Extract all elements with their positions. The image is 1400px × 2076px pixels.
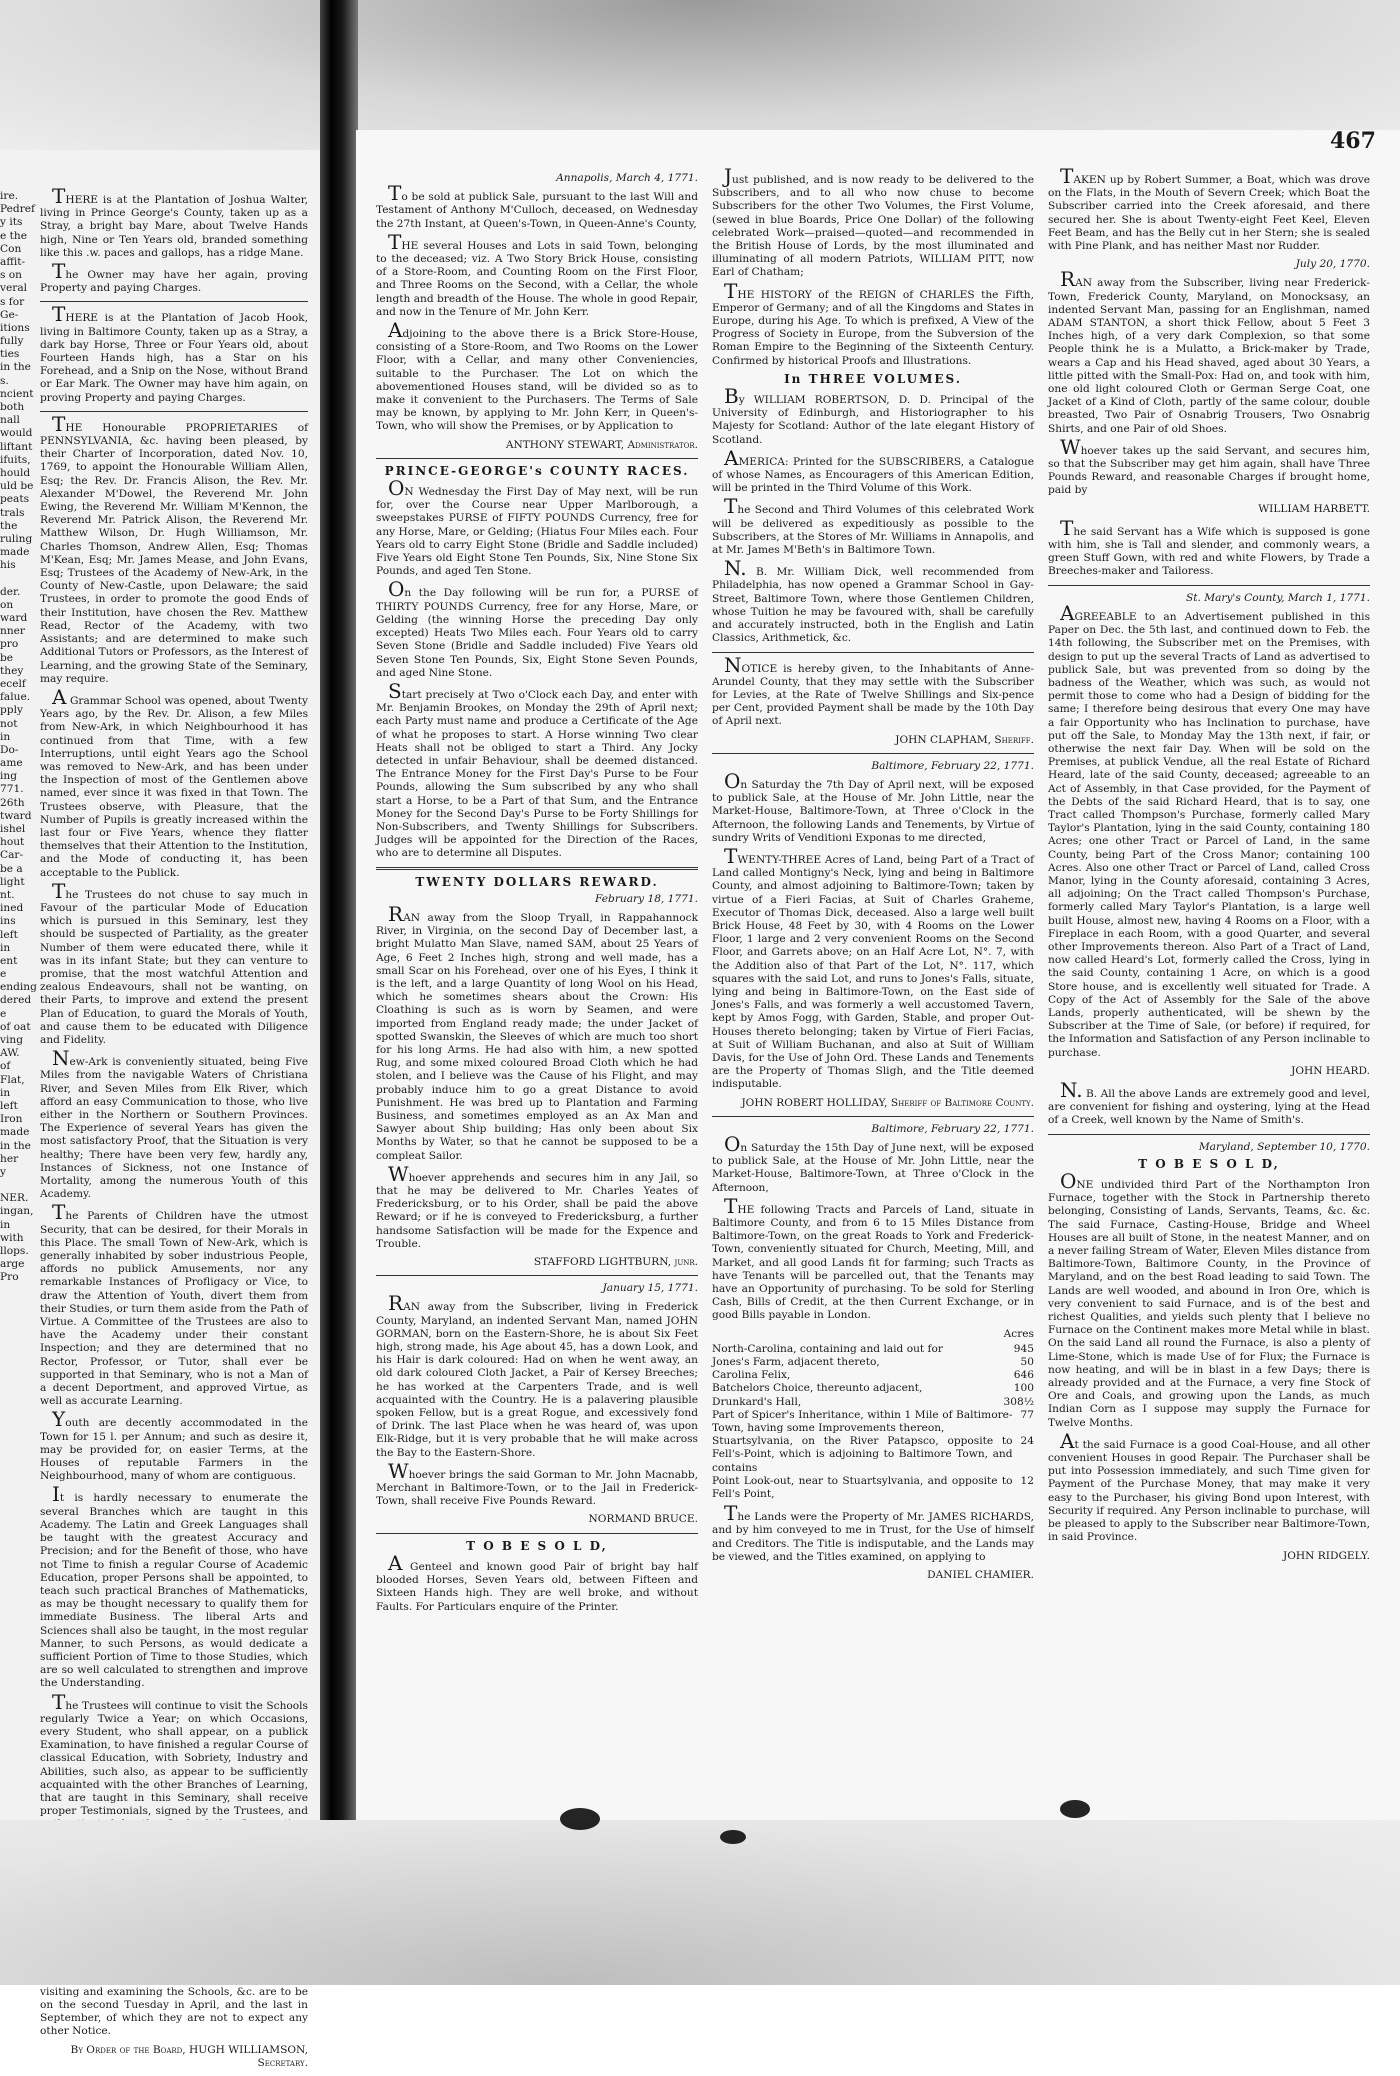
article-paragraph: AMERICA: Printed for the SUBSCRIBERS, a Catalogue of whose Names, as Encouragers of this American Edition, will be printed in the Third Volume of this Work. — [712, 445, 1034, 495]
dateline: February 18, 1771. — [595, 892, 698, 905]
edge-fragment: Car- — [0, 849, 24, 862]
article-signature: WILLIAM HARBETT. — [1258, 502, 1370, 515]
dateline: St. Mary's County, March 1, 1771. — [1185, 591, 1370, 604]
article-paragraph: A Genteel and known good Pair of bright bay half blooded Horses, Seven Years old, between Fifteen and Sixteen Hands high. They are well broke, and without Faults. For Particulars enquire of the Printer. — [376, 1550, 698, 1613]
edge-fragment: would — [0, 427, 33, 440]
edge-fragment: nt. — [0, 888, 15, 901]
edge-fragment: trals — [0, 506, 25, 519]
edge-fragment: ward — [0, 612, 28, 624]
edge-fragment: y its — [0, 216, 23, 229]
stray-mare-notice — [40, 184, 308, 295]
tract-acres: 24 — [1020, 1435, 1034, 1448]
divider — [712, 753, 1034, 754]
tract-acres: 945 — [1013, 1342, 1034, 1355]
article-heading: In THREE VOLUMES. — [784, 371, 962, 386]
edge-fragment: Flat, — [0, 1073, 25, 1086]
edge-fragment: on — [0, 598, 14, 611]
edge-fragment — [0, 1179, 34, 1192]
column-1 — [376, 170, 698, 1619]
article-note: The said Servant has a Wife which is supposed is gone with him, she is Tall and slender, and commonly wears, a green Stuff Gown, with red and white Flowers, by Trade a Breeches-maker and Tailoress. — [1048, 515, 1370, 578]
edge-fragment: ecelf — [0, 677, 26, 690]
left-page-column — [40, 184, 308, 2076]
tract-name: Part of Spicer's Inheritance, within 1 Mile of Baltimore-Town, having some Improvements thereon, — [712, 1408, 1013, 1435]
article-heading: PRINCE-GEORGE's COUNTY RACES. — [384, 463, 690, 478]
edge-fragment: s for — [0, 295, 25, 308]
edge-fragment: pply — [0, 704, 23, 717]
edge-fragment: ingan, — [0, 1205, 34, 1218]
edge-fragment: of — [0, 1060, 11, 1073]
left-page — [0, 150, 322, 2069]
tract-name: Stuartsylvania, on the River Patapsco, opposite to Fell's-Point, which is adjoining to Baltimore Town, and contains — [712, 1435, 1013, 1474]
article-paragraph: N. B. Mr. William Dick, well recommended from Philadelphia, has now opened a Grammar School in Gay-Street, Baltimore Town, where those Gentlemen Children, whose Tuition he may be favoured with, shall be carefully and accurately instructed, both in the English and Latin Classics, Arithmetick, &c. — [712, 556, 1034, 645]
tract-name: Point Look-out, near to Stuartsylvania, and opposite to Fell's Point, — [712, 1474, 1013, 1501]
edge-fragment: arge — [0, 1258, 25, 1271]
article-note: N. B. All the above Lands are extremely good and level, are convenient for fishing and oystering, lying at the Head of a Creek, well known by the Name of Smith's. — [1048, 1078, 1370, 1127]
edge-fragment: left — [0, 1099, 18, 1112]
tract-acres: 646 — [1013, 1369, 1034, 1382]
ink-blot — [1060, 1800, 1090, 1818]
edge-fragment: ins — [0, 915, 16, 928]
edge-fragment: his — [0, 559, 16, 572]
article-paragraph: Youth are decently accommodated in the Town for 15 l. per Annum; and such as desire it, may be provided for, on easier Terms, at the Houses of reputable Farmers in the Neighbourhood, many of whom are contiguous. — [40, 1407, 308, 1483]
article-paragraph: It is hardly necessary to enumerate the several Branches which are taught in this Academy. The Latin and Greek Languages shall be taught with the greatest Accuracy and Precision; and for the Benefit of those, who have not Time to finish a regular Course of Academic Education, proper Persons shall be appointed, to teach such practical Branches of Mathematicks, as may be thought necessary to qualify them for immediate Business. The liberal Arts and Sciences shall also be taught, in the most regular Manner, to such Persons, as would dedicate a sufficient Portion of Time to those Studies, which are so well calculated to strengthen and improve the Understanding. — [40, 1482, 308, 1690]
article-paragraph: RAN away from the Subscriber, living in Frederick County, Maryland, an indented Servant Man, named JOHN GORMAN, born on the Eastern-Shore, he is about Six Feet high, strong made, his Age about 45, has a down Look, and his Hair is dark coloured: Had on when he went away, an old dark coloured Cloth Jacket, a Pair of Kersey Breeches; he has worked at the Carpenters Trade, and is well acquainted with the Country. He is a palavering plausible spoken Fellow, but is a great Rogue, and excessively fond of Drink. The last Place when he was heard of, was upon Elk-Ridge, but it is very probable that he will make across the Bay to the Eastern-Shore. — [376, 1291, 698, 1459]
edge-fragment: y — [0, 1165, 6, 1178]
dateline: Annapolis, March 4, 1771. — [556, 172, 698, 184]
edge-fragment: made — [0, 1126, 30, 1139]
edge-fragment: hould — [0, 466, 31, 479]
tract-name: Jones's Farm, adjacent thereto, — [712, 1356, 880, 1369]
edge-fragment: ruling — [0, 532, 33, 545]
left-edge-fragments — [0, 190, 37, 1285]
tract-acres: 77 — [1020, 1408, 1034, 1421]
edge-fragment: left — [0, 928, 18, 941]
tract-acres: 100 — [1013, 1382, 1034, 1395]
edge-fragment: be a — [0, 862, 23, 875]
edge-fragment: ending — [0, 981, 37, 994]
article-heading: TWENTY DOLLARS REWARD. — [415, 874, 659, 889]
edge-fragment: hout — [0, 836, 25, 849]
divider — [40, 301, 308, 302]
tract-name: Batchelors Choice, thereunto adjacent, — [712, 1382, 923, 1395]
edge-fragment: in — [0, 1086, 11, 1099]
article-paragraph: On the Day following will be run for, a PURSE of THIRTY POUNDS Currency, free for any Horse, Mare, or Gelding (the winning Horse the preceding Day only excepted) Heats Two Miles each. Four Years old to carry Seven Stone (Bridle and Saddle included) Five Years old Seven Stone Ten Pounds, Six, Eight Stone Seven Pounds, and aged Nine Stone. — [376, 577, 698, 679]
edge-fragment: llops. — [0, 1245, 29, 1257]
article-paragraph: A Grammar School was opened, about Twenty Years ago, by the Rev. Dr. Alison, a few Miles from New-Ark, in which Neighbourhood it has continued from that Time, with a few Interruptions, until eight Years ago the School was removed to New-Ark, and has been under the Inspection of most of the Gentlemen above named, ever since it was fixed in that Town. The Trustees observe, with Pleasure, that the Number of Pupils is greatly increased within the last four or Five Years, whence they flatter themselves that their Attention to the Institution, and the Mode of conducting it, has been acceptable to the Publick. — [40, 684, 308, 879]
divider — [40, 411, 308, 412]
divider — [1048, 585, 1370, 586]
edge-fragment: 771. — [0, 783, 24, 796]
edge-fragment: ire. — [0, 190, 19, 202]
article-paragraph: Just published, and is now ready to be delivered to the Subscribers, and to all who now chuse to become Subscribers for the other Two Volumes, the First Volume, (sewed in blue Boards, Price One Dollar) of the following celebrated Work—praised—quoted—and recommended in the British House of Lords, by the most illuminated and illuminating of all modern Patriots, WILLIAM PITT, now Earl of Chatham; — [712, 164, 1034, 279]
edge-fragment: not — [0, 717, 18, 730]
article-paragraph: THERE is at the Plantation of Joshua Walter, living in Prince George's County, taken up as a Stray, a bright bay Mare, about Twelve Hands high, Nine or Ten Years old, branded something like this .w. paces and gallops, has a ridge Mane. — [40, 184, 308, 259]
article-paragraph: THERE is at the Plantation of Jacob Hook, living in Baltimore County, taken up as a Stray, a dark bay Horse, Three or Four Years old, about Fourteen Hands high, has a Star on his Forehead, and a Snip on the Nose, without Brand or Ear Mark. The Owner may have him again, on proving Property and paying Charges. — [40, 302, 308, 404]
article-paragraph: Whoever takes up the said Servant, and secures him, so that the Subscriber may get him again, shall have Three Pounds Reward, and reasonable Charges if brought home, paid by — [1048, 434, 1370, 497]
edge-fragment: affit- — [0, 255, 26, 268]
divider — [376, 1533, 698, 1534]
edge-fragment: ent — [0, 954, 18, 967]
tract-acres: 50 — [1020, 1356, 1034, 1369]
dateline: Baltimore, February 22, 1771. — [871, 759, 1034, 772]
edge-fragment: Do- — [0, 743, 19, 756]
tract-acres: 308½ — [1003, 1395, 1034, 1408]
edge-fragment: in — [0, 941, 11, 954]
tract-acres: 12 — [1020, 1474, 1034, 1487]
edge-fragment: ncient — [0, 387, 34, 400]
edge-fragment: Iron — [0, 1113, 23, 1126]
edge-fragment: be — [0, 651, 14, 664]
edge-fragment: dered — [0, 994, 32, 1007]
article-heading: T O B E S O L D, — [1138, 1156, 1280, 1171]
edge-fragment: e the — [0, 229, 27, 242]
edge-fragment: made — [0, 546, 30, 559]
edge-fragment: itions — [0, 321, 30, 334]
article-paragraph: The Lands were the Property of Mr. JAMES RICHARDS, and by him conveyed to me in Trust, for the Use of himself and Creditors. The Title is indisputable, and the Lands may be viewed, and the Titles examined, on applying to — [712, 1501, 1034, 1563]
edge-fragment: e — [0, 968, 7, 981]
article-signature: NORMAND BRUCE. — [588, 1513, 698, 1526]
dateline: Maryland, September 10, 1770. — [1198, 1140, 1370, 1153]
article-paragraph: TWENTY-THREE Acres of Land, being Part of a Tract of Land called Montigny's Neck, lying and being in Baltimore County, and almost adjoining to Baltimore-Town; taken by virtue of a Fieri Facias, at Suit of Charles Graheme, Executor of Thomas Dick, deceased. Also a large well built Brick House, 48 Feet by 30, with 4 Rooms on the Lower Floor, 1 large and 2 very convenient Rooms on the Second Floor, and Garrets above; on an Half Acre Lot, N°. 7, with the Addition also of that Part of the Lot, N°. 117, which squares with the said Lot, and runs to Jones's Falls, situate, lying and being in Baltimore-Town, on the East side of Jones's Falls, and was formerly a well accustomed Tavern, kept by Amos Fogg, with Garden, Stable, and proper Out-Houses thereto belonging; taken by Virtue of Fieri Facias, at Suit of William Buchanan, and also at Suit of William Davis, for the Use of John Ord. These Lands and Tenements are the Property of Thomas Sligh, and the Title deemed indisputable. — [712, 843, 1034, 1091]
article-paragraph: The Parents of Children have the utmost Security, that can be desired, for their Morals in this Place. The small Town of New-Ark, which is generally inhabited by sober industrious People, affords no publick Amusements, nor any remarkable Instances of Profligacy or Vice, to draw the Attention of Youth, divert them from their Studies, or turn them aside from the Path of Virtue. A Committee of the Trustees are also to have the Academy under their constant Inspection; and they are determined that no Rector, Professor, or Tutor, shall ever be supported in that Seminary, who is not a Man of a decent Deportment, and approved Virtue, as well as accurate Learning. — [40, 1200, 308, 1408]
tract-list — [712, 1343, 1034, 1501]
article-paragraph: THE Honourable PROPRIETARIES of PENNSYLVANIA, &c. having been pleased, by their Charter of Incorporation, dated Nov. 10, 1769, to appoint the Honourable William Allen, Esq; the Rev. Dr. Francis Alison, the Rev. Mr. Alexander M'Dowel, the Reverend Mr. John Ewing, the Reverend Mr. William M'Kennon, the Reverend Mr. Patrick Alison, the Reverend Mr. Matthew Wilson, Dr. Hugh Williamson, Mr. Charles Thomson, Andrew Allen, Esq; Thomas M'Kean, Esq; Mr. James Mease, and John Evans, Esq; Trustees of the Academy of New-Ark, in the County of New-Castle, upon Delaware; the said Trustees, in order to promote the good Ends of their Institution, have chosen the Rev. Matthew Read, Rector of the Academy, with two Assistants; and are determined to make such Additional Tutors or Professors, as the Interest of Learning, and the growing State of the Seminary, may require. — [40, 411, 308, 685]
edge-fragment: they — [0, 664, 24, 677]
tract-row — [712, 1382, 1034, 1395]
edge-fragment: Ge- — [0, 308, 19, 321]
article-paragraph: AGREEABLE to an Advertisement published in this Paper on Dec. the 5th last, and continued down to Feb. the 14th following, the Subscriber met on the Premises, with design to put up the several Tracts of Land as advertised to publick Sale, but was prevented from so doing by the badness of the Weather, which was such, as would not permit those to come who had a Design of bidding for the same; I therefore being desirous that every One may have a fair Opportunity who has Inclination to purchase, have put off the Sale, to Monday May the 13th next, if fair, or otherwise the next fair Day. When will be sold on the Premises, at publick Vendue, all the real Estate of Richard Heard, late of the said County, deceased; agreeable to an Act of Assembly, in that Case provided, for the Payment of the Debts of the said Richard Heard, that is to say, one Tract called Thompson's Purchase, formerly called Mary Taylor's Plantation, lying in the said County, containing 180 Acres; one other Tract or Parcel of Land, in the same County, being Part of the Cross Manor; containing 100 Acres. Also one other Tract or Parcel of Land, called Cross Manor, lying in the County aforesaid, containing 3 Acres, all adjoining; On the Tract called Thompson's Purchase, formerly called Mary Taylor's Plantation, is a large well built House, almost new, having 4 Rooms on a Floor, with a Fireplace in each Room, with a good Quarter, and several other Improvements thereon. Also Part of a Tract of Land, now called Heard's Lot, formerly called the Cross, lying in the said County, containing 1 Acre, on which is a good Store house, and is excellently well situated for Trade. A Copy of the Act of Assembly for the Sale of the above Lands, properly authenticated, will be shewn by the Subscriber at the Time of Sale, (or before) if required, for the Information and Satisfaction of any Person inclinable to purchase. — [1048, 600, 1370, 1059]
edge-fragment: with — [0, 1231, 24, 1244]
edge-fragment: s on — [0, 269, 23, 282]
column-2 — [712, 164, 1034, 1588]
article-paragraph: ONE undivided third Part of the Northampton Iron Furnace, together with the Stock in Partnership thereto belonging, Consisting of Lands, Servants, Teams, &c. &c. The said Furnace, Casting-House, Bridge and Wheel Houses are all built of Stone, in the neatest Manner, and on a never failing Stream of Water, Eleven Miles distance from Baltimore-Town, Baltimore County, in the Province of Maryland, and on the best Road leading to said Town. The Lands are well wooded, and abound in Iron Ore, which is very convenient to said Furnace, and is of the best and richest Qualities, and yields such plenty that I believe no Furnace on the Continent makes more Metal while in blast. On the said Land all round the Furnace, is also a plenty of Lime-Stone, which is made Use of for Flux; the Furnace is now heating, and will be in blast in a few Days; there is already provided and at the Furnace, a very fine Stock of Ore and Coals, and growing upon the Lands, as much Indian Corn as I suppose may supply the Furnace for Twelve Months. — [1048, 1169, 1370, 1429]
divider — [376, 867, 698, 870]
edge-fragment: AW. — [0, 1047, 20, 1060]
tract-name: Carolina Felix, — [712, 1369, 791, 1382]
tract-name: North-Carolina, containing and laid out for — [712, 1342, 943, 1355]
article-signature: STAFFORD LIGHTBURN, junr. — [533, 1256, 698, 1269]
edge-fragment: tward — [0, 809, 32, 822]
bottom-scan-shadow — [0, 1820, 1400, 1985]
edge-fragment: liftant — [0, 440, 33, 453]
article-paragraph: RAN away from the Subscriber, living near Frederick-Town, Frederick County, Maryland, on Monocksasy, an indented Servant Man, passing for an Englishman, named ADAM STANTON, a short thick Fellow, about 5 Feet 3 Inches high, of a very dark Complexion, so that some People think he is a Mulatto, a Brick-maker by Trade, wears a Cap and his Head shaved, aged about 30 Years, a little pitted with the Small-Pox: Had on, and took with him, one old light coloured Cloth or German Serge Coat, one Jacket of a Kind of Cloth, partly of the same colour, double breasted, Two Pair of Osnabrig Trousers, Two Osnabrig Shirts, and one Pair of old Shoes. — [1048, 267, 1370, 435]
edge-fragment: in — [0, 730, 11, 743]
edge-fragment: ishel — [0, 823, 26, 835]
edge-fragment: light — [0, 875, 25, 888]
tract-row — [712, 1396, 1034, 1409]
edge-fragment: both — [0, 401, 25, 413]
edge-fragment: NER. — [0, 1192, 29, 1205]
article-paragraph: The Owner may have her again, proving Property and paying Charges. — [40, 259, 308, 295]
article-signature: JOHN RIDGELY. — [1282, 1549, 1370, 1562]
article-paragraph: The Trustees do not chuse to say much in Favour of the particular Mode of Education which is pursued in this Seminary, lest they should be suspected of Partiality, as the greater Number of them were educated there, while it was in its infant State; but they can venture to promise, that the most watchful Attention and zealous Endeavours, shall not be wanting, on their Parts, to improve and extend the present Plan of Education, to guard the Morals of Youth, and cause them to be educated with Diligence and Fidelity. — [40, 878, 308, 1046]
edge-fragment: e — [0, 1007, 7, 1020]
article-signature: DANIEL CHAMIER. — [927, 1569, 1034, 1582]
acres-label: Acres — [1003, 1327, 1034, 1340]
article-paragraph: The Trustees will continue to visit the Schools regularly Twice a Year; on which Occasions, every Student, who shall appear, on a publick Examination, to have finished a regular Course of classical Education, with Sobriety, Industry and Abilities, such also, as appear to be sufficiently acquainted with the other Branches of Learning, that are taught in this Seminary, shall receive proper Testimonials, signed by the Trustees, and — [40, 1689, 308, 1818]
tract-row — [712, 1369, 1034, 1382]
article-heading: T O B E S O L D, — [466, 1538, 608, 1553]
article-paragraph: Whoever brings the said Gorman to Mr. John Macnabb, Merchant in Baltimore-Town, or to the Jail in Frederick-Town, shall receive Five Pounds Reward. — [376, 1458, 698, 1508]
tract-row — [712, 1356, 1034, 1369]
right-page — [356, 130, 1400, 1820]
column-3 — [1048, 164, 1370, 1569]
tract-row — [712, 1343, 1034, 1356]
edge-fragment: ing — [0, 770, 17, 783]
edge-fragment: pro — [0, 638, 19, 651]
article-signature: ANTHONY STEWART, Administrator. — [505, 438, 698, 451]
tract-row — [712, 1435, 1034, 1475]
article-paragraph: On Saturday the 15th Day of June next, will be exposed to publick Sale, at the House of Mr. John Little, near the Market-House, Baltimore-Town, at Three o'Clock in the Afternoon, — [712, 1132, 1034, 1194]
dateline: Baltimore, February 22, 1771. — [871, 1122, 1034, 1135]
edge-fragment: der. — [0, 585, 21, 598]
edge-fragment: falue. — [0, 691, 31, 704]
edge-fragment: Pedref — [0, 203, 35, 216]
divider — [712, 652, 1034, 653]
article-paragraph: visiting and examining the Schools, &c. are to be on the second Tuesday in April, and the last in September, of which they are not to expect any other Notice. — [40, 1985, 308, 2038]
divider — [1048, 1134, 1370, 1135]
article-paragraph: THE following Tracts and Parcels of Land, situate in Baltimore County, and from 6 to 15 Miles Distance from Baltimore-Town, on the great Roads to York and Frederick-Town, conveniently situated for Church, Meeting, Mill, and Market, and all good Lands fit for farming; such Tracts as have Tenants will be parcelled out, that the Tenants may have an Opportunity of purchasing. To be sold for Sterling Cash, Bills of Credit, at the then Current Exchange, or in good Bills payable in London. — [712, 1193, 1034, 1322]
edge-fragment: uld be — [0, 480, 34, 493]
article-paragraph: New-Ark is conveniently situated, being Five Miles from the navigable Waters of Christiana River, and Seven Miles from Elk River, which afford an easy Communication to those, who live either in the Northern or Southern Provinces. The Experience of several Years has given the most satisfactory Proof, that the Situation is very healthy; There have been very few, hardly any, Instances of Sickness, not one Instance of Mortality, among the numerous Youth of this Academy. — [40, 1046, 308, 1201]
article-paragraph: Whoever apprehends and secures him in any Jail, so that he may be delivered to Mr. Charles Yeates of Fredericksburg, or to his Order, shall be paid the above Reward; or if he is conveyed to Fredericksburg, a further handsome Satisfaction will be made for the Expence and Trouble. — [376, 1161, 698, 1250]
article-paragraph: NOTICE is hereby given, to the Inhabitants of Anne-Arundel County, that they may settle with the Subscriber for Levies, at the Rate of Twelve Shillings and Six-pence per Cent, provided Payment shall be made by the 10th Day of April next. — [712, 652, 1034, 728]
edge-fragment: of oat — [0, 1020, 31, 1033]
edge-fragment: s. — [0, 374, 9, 387]
stray-horse-notice — [40, 302, 308, 404]
article-paragraph: Start precisely at Two o'Clock each Day, and enter with Mr. Benjamin Brookes, on Monday the 29th of April next; each Party must name and produce a Certificate of the Age of what he proposes to start. A Horse winning Two clear Heats shall not be obliged to start a Third. Any Jocky detected in unfair Behaviour, shall be deemed distanced. The Entrance Money for the First Day's Purse to be Four Pounds, allowing the Sum subscribed by any who shall start a Horse, to be a Part of that Sum, and the Entrance Money for the Second Day's Purse to be Forty Shillings for Non-Subscribers, and Twenty Shillings for Subscribers. Judges will be appointed for the Direction of the Races, who are to determine all Disputes. — [376, 678, 698, 860]
article-paragraph: RAN away from the Sloop Tryall, in Rappahannock River, in Virginia, on the second Day of December last, a bright Mulatto Man Slave, named SAM, about 25 Years of Age, 6 Feet 2 Inches high, strong and well made, has a small Scar on his Forehead, over one of his Eyes, I think it is the left, and a large Quantity of long Wool on his Head, which he sometimes shears about the Crown: His Cloathing is such as is worn by Seamen, and were imported from England ready made; the under Jacket of spotted Swanskin, the Sleeves of which are much too short for his long Arms. He had also with him, a new spotted Rug, and some mixed coloured Broad Cloth which he had stolen, and I believe was the Cause of his Flight, and may probably induce him to go a great Distance to avoid Punishment. He was bred up to Plantation and Farming Business, and sometimes employed as an Ax Man and Sawyer about Ship building; Has only been about Six Months by Water, so that he cannot be supposed to be a compleat Sailor. — [376, 901, 698, 1162]
edge-fragment: Con — [0, 242, 22, 255]
dateline: July 20, 1770. — [1295, 258, 1370, 271]
article-signature: JOHN CLAPHAM, Sheriff. — [895, 733, 1034, 746]
article-paragraph: ON Wednesday the First Day of May next, will be run for, over the Course near Upper Marlborough, a sweepstakes PURSE of FIFTY POUNDS Currency, free for any Horse, Mare, or Gelding; (Hiatus Four Miles each. Four Years old to carry Eight Stone (Bridle and Saddle included) Five Years old Eight Stone Ten Pounds, Six, Nine Stone Six Pounds, and aged Ten Stone. — [376, 476, 698, 578]
edge-fragment: ties — [0, 348, 20, 361]
divider — [376, 1275, 698, 1276]
ink-blot — [720, 1830, 746, 1844]
ink-blot — [560, 1808, 600, 1830]
edge-fragment: in the — [0, 361, 31, 374]
tract-name: Drunkard's Hall, — [712, 1395, 802, 1408]
article-signature: JOHN HEARD. — [1291, 1064, 1370, 1077]
edge-fragment: veral — [0, 282, 28, 295]
article-paragraph: On Saturday the 7th Day of April next, will be exposed to publick Sale, at the House of Mr. John Little, near the Market-House, Baltimore-Town, at Three o'Clock in the Afternoon, the following Lands and Tenements, by Virtue of sundry Writs of Venditioni Exponas to me directed, — [712, 768, 1034, 844]
article-paragraph: THE HISTORY of the REIGN of CHARLES the Fifth, Emperor of Germany; and of all the Kingdoms and States in Europe, during his Age. To which is prefixed, A View of the Progress of Society in Europe, from the Subversion of the Roman Empire to the Beginning of the Sixteenth Century. Confirmed by historical Proofs and Illustrations. — [712, 278, 1034, 367]
article-paragraph: To be sold at publick Sale, pursuant to the last Will and Testament of Anthony M'Culloch, deceased, on Wednesday the 27th Instant, at Queen's-Town, in Queen-Anne's County, — [376, 181, 698, 230]
edge-fragment: Pro — [0, 1271, 19, 1284]
article-signature: By Order of the Board, HUGH WILLIAMSON, Secretary. — [70, 2043, 308, 2069]
top-scan-shadow — [0, 0, 1400, 150]
edge-fragment — [0, 572, 34, 585]
edge-fragment: nner — [0, 625, 25, 638]
article-paragraph: By WILLIAM ROBERTSON, D. D. Principal of the University of Edinburgh, and Historiographer to his Majesty for Scotland: Author of the late elegant History of Scotland. — [712, 384, 1034, 446]
edge-fragment: her — [0, 1152, 19, 1165]
edge-fragment: in the — [0, 1139, 31, 1152]
edge-fragment: peats — [0, 493, 30, 506]
edge-fragment: the — [0, 519, 18, 532]
divider — [712, 1116, 1034, 1117]
dateline: January 15, 1771. — [602, 1282, 698, 1295]
divider — [376, 458, 698, 459]
article-paragraph: At the said Furnace is a good Coal-House, and all other convenient Houses in good Repair. The Purchaser shall be put into Possession immediately, and such Time given for Payment of the Purchase Money, that may make it very easy to the Purchaser, his giving Bond upon Interest, with Security if required. Any Person inclinable to purchase, will be pleased to apply to the Subscriber near Baltimore-Town, in said Province. — [1048, 1428, 1370, 1544]
article-paragraph: The Second and Third Volumes of this celebrated Work will be delivered as expeditiously as possible to the Subscribers, at the Stores of Mr. Williams in Annapolis, and at Mr. James M'Beth's in Baltimore Town. — [712, 494, 1034, 557]
tract-row — [712, 1409, 1034, 1435]
edge-fragment: fully — [0, 335, 24, 348]
edge-fragment: nall — [0, 414, 20, 427]
article-paragraph: Adjoining to the above there is a Brick Store-House, consisting of a Store-Room, and Two Rooms on the Lower Floor, with a Cellar, and many other Conveniencies, suitable to the Purchaser. The Lot on which the abovementioned Houses stand, will be divided so as to make it convenient to the Purchasers. The Terms of Sale may be known, by applying to Mr. John Kerr, in Queen's-Town, who will show the Premises, or by Application to — [376, 318, 698, 433]
article-paragraph: TAKEN up by Robert Summer, a Boat, which was drove on the Flats, in the Mouth of Severn Creek; which Boat the Subscriber carried into the Creek aforesaid, and there secured her. She is about Twenty-eight Feet Keel, Eleven Feet Beam, and has the Belly cut in her Stern; she is sealed with Pine Plank, and has neither Mast nor Rudder. — [1048, 164, 1370, 253]
book-spine — [320, 0, 358, 1985]
page-number: 467 — [1330, 128, 1376, 154]
article-signature: JOHN ROBERT HOLLIDAY, Sheriff of Baltimore County. — [741, 1096, 1034, 1109]
edge-fragment: in — [0, 1218, 11, 1231]
edge-fragment: ifuits, — [0, 453, 31, 466]
edge-fragment: 26th — [0, 796, 25, 809]
edge-fragment: ving — [0, 1034, 23, 1046]
edge-fragment: ame — [0, 757, 23, 770]
article-paragraph: THE several Houses and Lots in said Town, belonging to the deceased; viz. A Two Story Brick House, consisting of a Store-Room, and Counting Room on the First Floor, and Three Rooms on the Second, with a Cellar, the whole length and breadth of the House. The whole in good Repair, and now in the Tenure of Mr. John Kerr. — [376, 229, 699, 318]
edge-fragment: ined — [0, 902, 24, 915]
tract-row — [712, 1475, 1034, 1501]
